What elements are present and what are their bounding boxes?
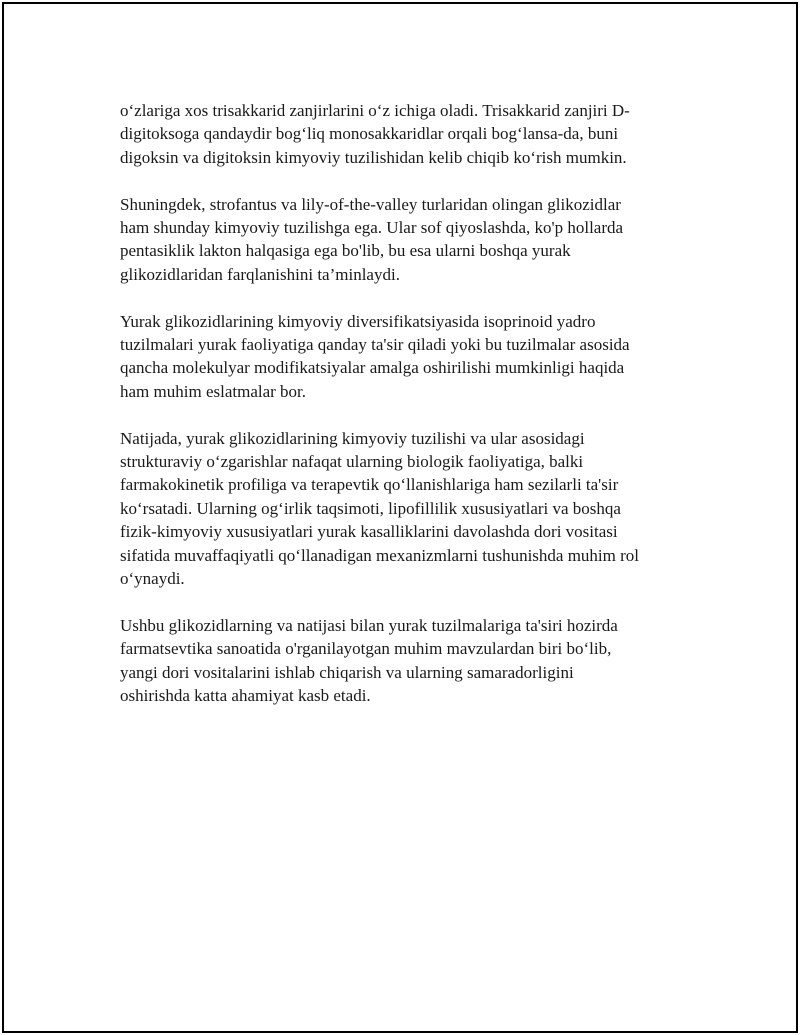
document-page: [2, 2, 798, 1033]
text-line: yangi dori vositalarini ishlab chiqarish va ularning samaradorligini: [120, 662, 574, 682]
paragraph-1: [120, 99, 690, 169]
paragraph-4: [120, 427, 690, 591]
text-line: Ushbu glikozidlarning va natijasi bilan yurak tuzilmalariga ta'siri hozirda: [120, 615, 618, 635]
text-line: Yurak glikozidlarining kimyoviy diversifikatsiyasida isoprinoid yadro: [120, 311, 596, 331]
text-line: oshirishda katta ahamiyat kasb etadi.: [120, 686, 371, 706]
text-line: o‘ynaydi.: [120, 569, 185, 589]
text-line: tuzilmalari yurak faoliyatiga qanday ta'sir qiladi yoki bu tuzilmalar asosida: [120, 335, 630, 355]
paragraph-5: [120, 614, 690, 708]
text-line: ko‘rsatadi. Ularning og‘irlik taqsimoti, lipofillilik xususiyatlari va boshqa: [120, 498, 621, 518]
paragraph-3: [120, 310, 690, 404]
text-line: Shuningdek, strofantus va lily-of-the-valley turlaridan olingan glikozidlar: [120, 194, 621, 214]
text-line: ham muhim eslatmalar bor.: [120, 381, 307, 401]
text-line: strukturaviy o‘zgarishlar nafaqat ularning biologik faoliyatiga, balki: [120, 452, 584, 472]
paragraph-2: [120, 193, 690, 287]
text-line: ham shunday kimyoviy tuzilishga ega. Ular sof qiyoslashda, ko'p hollarda: [120, 218, 624, 238]
text-line: qancha molekulyar modifikatsiyalar amalga oshirilishi mumkinligi haqida: [120, 358, 625, 378]
text-line: glikozidlaridan farqlanishini ta’minlaydi.: [120, 264, 400, 284]
text-line: farmakokinetik profiliga va terapevtik qo‘llanishlariga ham sezilarli ta'sir: [120, 475, 619, 495]
text-line: o‘zlariga xos trisakkarid zanjirlarini o‘z ichiga oladi. Trisakkarid zanjiri D-: [120, 101, 630, 120]
text-line: pentasiklik lakton halqasiga ega bo'lib, bu esa ularni boshqa yurak: [120, 241, 571, 261]
document-body: [120, 99, 690, 731]
text-line: digoksin va digitoksin kimyoviy tuzilishidan kelib chiqib ko‘rish mumkin.: [120, 147, 627, 167]
text-line: farmatsevtika sanoatida o'rganilayotgan muhim mavzulardan biri bo‘lib,: [120, 639, 612, 659]
text-line: fizik-kimyoviy xususiyatlari yurak kasalliklarini davolashda dori vositasi: [120, 522, 618, 542]
text-line: sifatida muvaffaqiyatli qo‘llanadigan mexanizmlarni tushunishda muhim rol: [120, 545, 640, 565]
text-line: Natijada, yurak glikozidlarining kimyoviy tuzilishi va ular asosidagi: [120, 428, 585, 448]
text-line: digitoksoga qandaydir bog‘liq monosakkaridlar orqali bog‘lansa-da, buni: [120, 124, 619, 144]
